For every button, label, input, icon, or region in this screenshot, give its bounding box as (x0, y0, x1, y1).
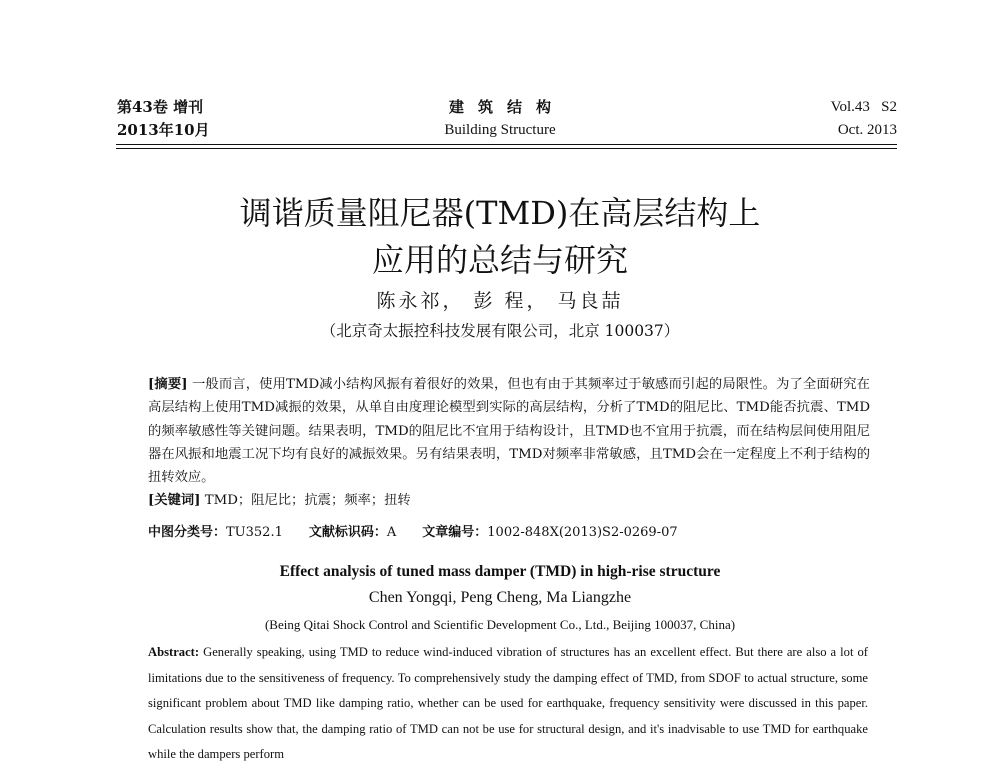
journal-issue-info (117, 96, 210, 142)
doc-code-label: 文献标识码： (308, 525, 387, 540)
english-title: Effect analysis of tuned mass damper (TMD) in high-rise structure (279, 563, 721, 580)
paper-authors: 陈永祁， 彭 程， 马良喆 (376, 290, 624, 312)
journal-issue-info-en (831, 96, 897, 142)
keywords-text: TMD；阻尼比；抗震；频率；扭转 (204, 493, 411, 509)
english-abstract (148, 640, 868, 768)
article-no-value: 1002-848X(2013)S2-0269-07 (487, 525, 678, 540)
article-no-label: 文章编号： (422, 525, 488, 540)
doc-code-value: A (386, 525, 397, 540)
abstract-label: [摘要] (148, 377, 188, 392)
volume-label-en: Vol.43 S2 (830, 99, 897, 115)
clc-label: 中图分类号： (148, 525, 227, 540)
date-label: 2013年10月 (117, 121, 210, 139)
english-affiliation: (Being Qitai Shock Control and Scientific Development Co., Ltd., Beijing 100037, China) (264, 617, 736, 632)
volume-label: 第43卷 增刊 (117, 98, 204, 116)
paper-affiliation: （北京奇太振控科技发展有限公司，北京 100037） (320, 322, 680, 340)
english-abstract-label: Abstract: (148, 645, 200, 659)
abstract-text: 一般而言，使用TMD减小结构风振有着很好的效果，但也有由于其频率过于敏感而引起的局限性。为了全面研究在高层结构上使用TMD减振的效果，从单自由度理论模型到实际的高层结构，分析了TMD的阻尼比、TMD能否抗震、TMD的频率敏感性等关键问题。结果表明，TMD的阻尼比不宜用于结构设计，且TMD也不宜用于抗震，而在结构层间使用阻尼器在风振和地震工况下均有良好的减振效果。另有结果表明，TMD对频率非常敏感，且TMD会在一定程度上不利于结构的扭转效应。 (148, 377, 870, 486)
journal-name (400, 96, 600, 142)
date-label-en: Oct. 2013 (837, 122, 897, 138)
journal-name-cn: 建筑结构 (448, 98, 565, 116)
english-abstract-text: Generally speaking, using TMD to reduce wind-induced vibration of structures has an excellent effect. But there are also a lot of limitations due to the sensitiveness of frequency. To comprehensively study the damping effect of TMD, from SDOF to actual structure, some significant problem about TMD like damping ratio, whether can be used for earthquake, frequency sensitivity were discussed in this paper. Calculation results show that, the damping ratio of TMD can not be use for structural design, and it's inadvisable to use TMD for earthquake while the dampers perform (148, 645, 869, 762)
paper-title-line2: 应用的总结与研究 (371, 241, 628, 279)
clc-value: TU352.1 (226, 525, 283, 540)
english-authors: Chen Yongqi, Peng Cheng, Ma Liangzhe (368, 589, 632, 606)
header-rule-top (116, 144, 897, 145)
chinese-abstract (148, 373, 870, 513)
journal-name-en: Building Structure (444, 122, 556, 138)
classification-line (148, 521, 678, 540)
paper-title-line1: 调谐质量阻尼器(TMD)在高层结构上 (239, 194, 761, 232)
header-rule-bottom (116, 148, 897, 149)
keywords-label: [关键词] (148, 493, 201, 509)
